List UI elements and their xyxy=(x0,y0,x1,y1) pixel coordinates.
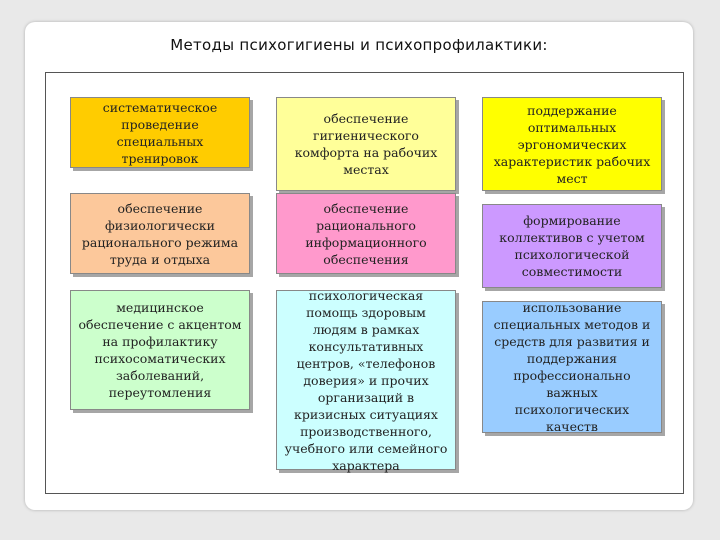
method-box-hygienic-comfort: обеспечение гигиенического комфорта на рабочих местах xyxy=(276,97,456,191)
slide-title: Методы психогигиены и психопрофилактики: xyxy=(170,36,548,54)
method-box-ergonomics: поддержание оптимальных эргономических характеристик рабочих мест xyxy=(482,97,662,191)
method-box-work-rest: обеспечение физиологически рационального режима труда и отдыха xyxy=(70,193,250,274)
method-box-team-compatibility: формирование коллективов с учетом психологической совместимости xyxy=(482,204,662,288)
method-box-information: обеспечение рационального информационного обеспечения xyxy=(276,193,456,274)
diagram-frame xyxy=(45,72,684,494)
method-box-medical: медицинское обеспечение с акцентом на профилактику психосоматических заболеваний, переутомления xyxy=(70,290,250,410)
slide xyxy=(25,22,693,510)
method-box-psychological-help: психологическая помощь здоровым людям в рамках консультативных центров, «телефонов доверия» и прочих организаций в кризисных ситуациях производственного, учебного или семейного характера xyxy=(276,290,456,470)
method-box-professional-qualities: использование специальных методов и средств для развития и поддержания профессионально важных психологических качеств xyxy=(482,301,662,433)
method-box-training: систематическое проведение специальных тренировок xyxy=(70,97,250,168)
